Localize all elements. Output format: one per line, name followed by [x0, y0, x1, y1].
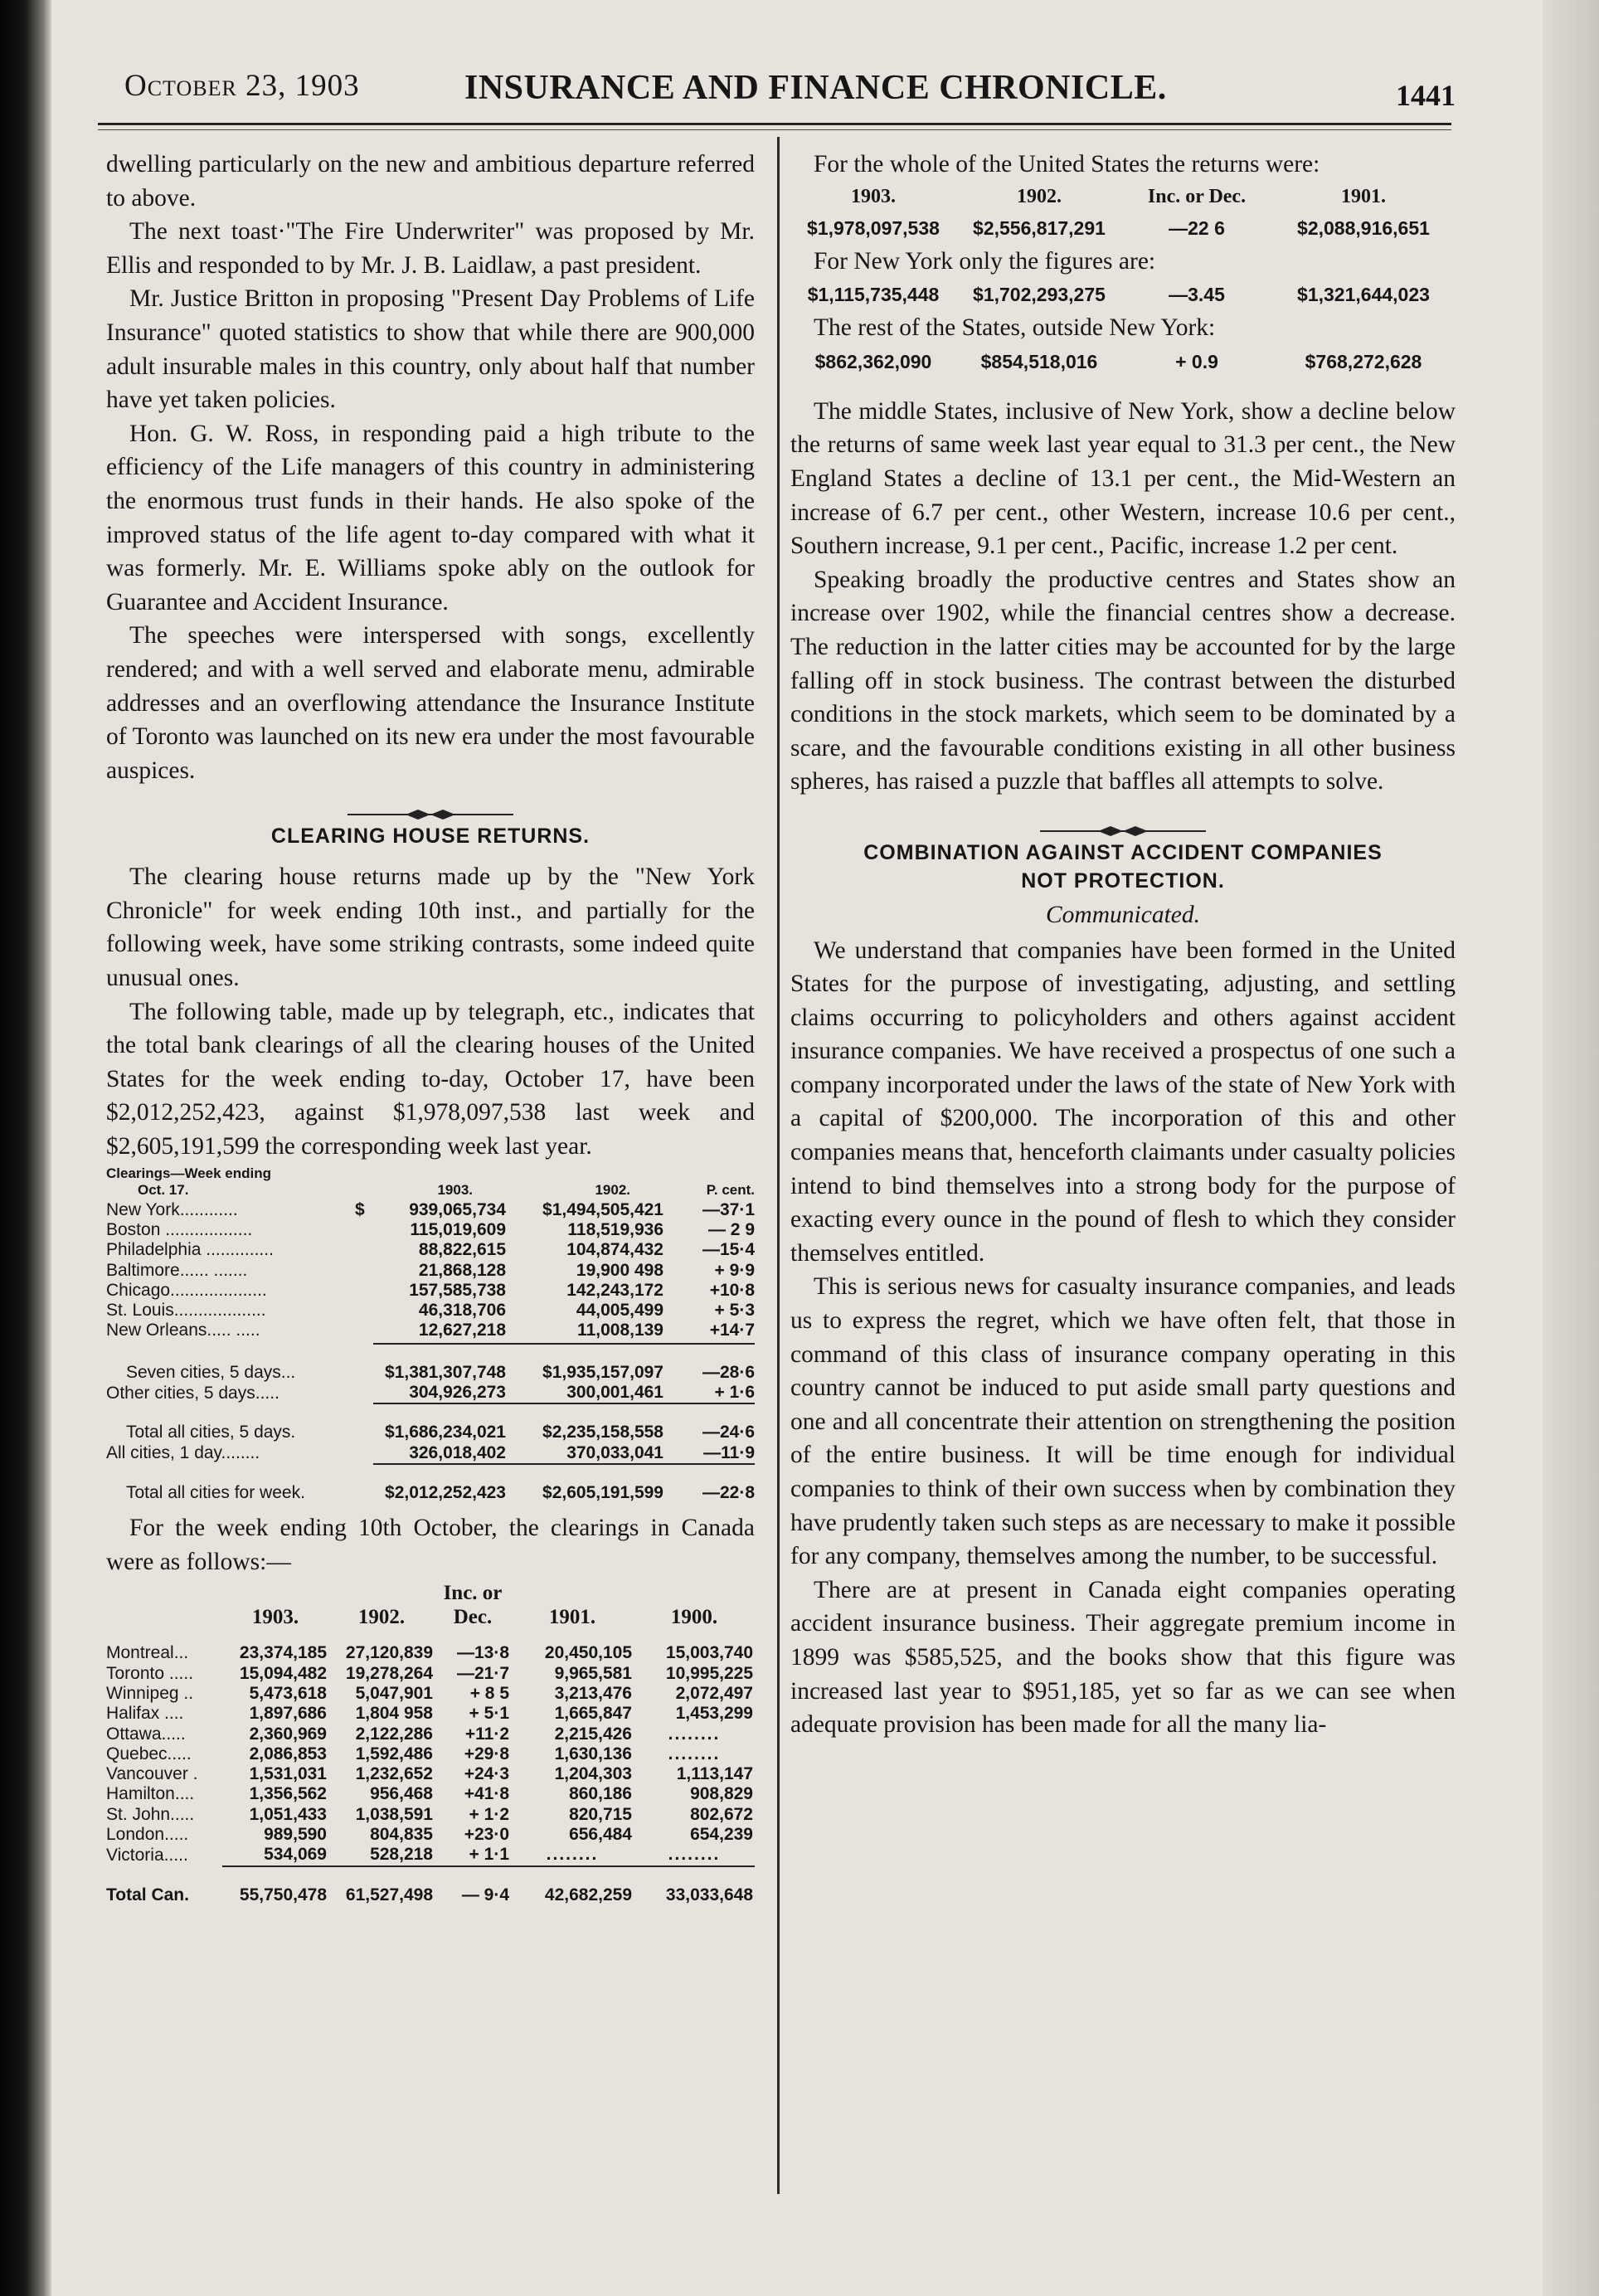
- right-column: [790, 148, 1456, 1742]
- table-row: [106, 1240, 755, 1260]
- cell-1903: 12,627,218: [418, 1321, 506, 1340]
- publication-title: INSURANCE AND FINANCE CHRONICLE.: [464, 69, 1167, 107]
- row-label: Chicago....................: [106, 1280, 267, 1300]
- cell-1902: 370,033,041: [566, 1442, 663, 1462]
- row-label: St. Louis...................: [106, 1301, 266, 1321]
- cell-1903: 304,926,273: [409, 1383, 506, 1402]
- row-label: Total all cities for week.: [126, 1482, 305, 1502]
- currency-sign: [355, 1301, 373, 1321]
- cell-1902: 804,835: [370, 1825, 433, 1845]
- us-clearings-table: [106, 1165, 755, 1199]
- paragraph: This is serious news for casualty insurance companies, and leads us to express the regret, which we have often felt, that those in command of this class of insurance company operating in this country cannot be induced to put aside small party questions and one and all concentrate their attention on strengthening the position of the entire business. It will be time enough for individual companies to think of their own success when by combination they have prudently taken such steps as are necessary to make it possible for any company, themselves among the number, to be successful.: [790, 1273, 1456, 1570]
- byline: Communicated.: [1046, 901, 1200, 928]
- column-header: Dec.: [453, 1606, 493, 1629]
- cell-change: + 0.9: [1175, 350, 1218, 372]
- row-label: Victoria.....: [106, 1845, 188, 1865]
- header-rule: [98, 123, 1451, 125]
- row-label: New Orleans..... .....: [106, 1321, 260, 1340]
- cell-1901: $2,088,916,651: [1297, 216, 1430, 239]
- cell-1903: 46,318,706: [418, 1301, 506, 1321]
- row-label: Seven cities, 5 days...: [126, 1362, 296, 1382]
- column-header: 1903.: [251, 1606, 299, 1629]
- table-row: [106, 1784, 755, 1804]
- column-header: P. cent.: [706, 1181, 755, 1198]
- table-row: [106, 1704, 755, 1724]
- row-label: Total Can.: [106, 1885, 189, 1904]
- cell-1900: 2,072,497: [675, 1683, 753, 1703]
- row-label: Other cities, 5 days.....: [106, 1383, 279, 1403]
- cell-1902: 1,592,486: [355, 1744, 433, 1763]
- column-header: 1903.: [851, 185, 896, 207]
- paragraph: We understand that companies have been formed in the United States for the purpose of investigating, adjusting, and settling claims occurring to policyholders and others against accident insurance companies. We have received a prospectus of one such a company incorporated under the laws of the state of New York with a capital of $200,000. The incorporation of this and other companies means that, henceforth claimants under casualty policies intend to bind themselves into a strong body for the purpose of exacting every ounce in the pound of flesh to which they consider themselves entitled.: [790, 936, 1456, 1267]
- row-label: Boston ..................: [106, 1219, 253, 1239]
- canada-clearings-table: [106, 1582, 755, 1905]
- paragraph: For the whole of the United States the returns were:: [814, 151, 1320, 178]
- cell-1902: 118,519,936: [567, 1219, 663, 1239]
- table-row: [106, 1443, 755, 1464]
- table-row: [106, 1825, 755, 1845]
- row-label: All cities, 1 day........: [106, 1443, 260, 1463]
- cell-1900: 802,672: [690, 1804, 753, 1824]
- cell-change: —21·7: [456, 1663, 509, 1683]
- cell-change: +11·2: [464, 1724, 509, 1744]
- row-label: Vancouver .: [106, 1764, 198, 1784]
- column-header: 1900.: [670, 1606, 718, 1629]
- cell-1902: 528,218: [370, 1845, 433, 1865]
- paragraph: dwelling particularly on the new and ambitious departure referred to above.: [106, 151, 755, 212]
- row-label: Total all cities, 5 days.: [126, 1423, 296, 1442]
- cell-1900: ........: [668, 1724, 721, 1744]
- cell-1901: ........: [546, 1845, 599, 1865]
- table-row: [106, 1363, 755, 1383]
- cell-1903: 115,019,609: [410, 1219, 506, 1239]
- paragraph: The speeches were interspersed with songs, excellently rendered; and with a well served and elaborate menu, admirable addresses and an overflowing attendance the Insurance Institute of Toronto was launched on its new era under the most favourable auspices.: [106, 622, 755, 784]
- row-label: Winnipeg ..: [106, 1683, 194, 1703]
- cell-1903: 2,360,969: [249, 1724, 327, 1744]
- cell-1903: 1,897,686: [249, 1704, 327, 1724]
- cell-1900: 1,113,147: [676, 1764, 753, 1784]
- cell-1903: 88,822,615: [418, 1240, 506, 1260]
- cell-1903: 534,069: [264, 1845, 327, 1865]
- cell-change: +24·3: [464, 1764, 509, 1784]
- cell-pct: + 1·6: [714, 1383, 755, 1402]
- table-row: [106, 1805, 755, 1825]
- cell-1902: $2,235,158,558: [542, 1423, 663, 1442]
- cell-1900: 908,829: [690, 1784, 753, 1804]
- row-label: St. John.....: [106, 1804, 195, 1824]
- cell-1902: $1,935,157,097: [542, 1362, 663, 1382]
- cell-1902: $1,702,293,275: [973, 284, 1106, 306]
- currency-sign: [355, 1281, 373, 1301]
- cell-1902: 44,005,499: [576, 1301, 663, 1321]
- table-row: [106, 1261, 755, 1281]
- us-clearings-totals: [106, 1343, 755, 1503]
- cell-change: + 5·1: [469, 1704, 509, 1724]
- cell-1902: 300,001,461: [566, 1383, 663, 1402]
- cell-1901: 1,204,303: [554, 1764, 632, 1784]
- cell-1903: 55,750,478: [239, 1885, 327, 1904]
- paragraph: Hon. G. W. Ross, in responding paid a high tribute to the efficiency of the Life managers of this country in administering the enormous trust funds in their hands. He also spoke of the improved status of the life agent to-day compared with what it was formerly. Mr. E. Williams spoke ably on the outlook for Guarantee and Accident Insurance.: [106, 420, 755, 615]
- column-divider: [777, 137, 780, 2194]
- cell-1901: 20,450,105: [544, 1643, 632, 1663]
- cell-1903: 21,868,128: [418, 1260, 506, 1280]
- cell-change: + 1·2: [469, 1804, 509, 1824]
- cell-1900: 15,003,740: [665, 1643, 753, 1663]
- cell-1903: 1,356,562: [249, 1784, 327, 1804]
- page-number: 1441: [1396, 79, 1456, 112]
- cell-1902: 1,038,591: [355, 1804, 433, 1824]
- cell-pct: —28·6: [702, 1362, 755, 1382]
- cell-1902: 104,874,432: [566, 1240, 663, 1260]
- us-returns-row: [790, 212, 1456, 245]
- cell-1901: 42,682,259: [544, 1885, 632, 1904]
- table-row: [106, 1845, 755, 1866]
- currency-sign: $: [355, 1199, 365, 1219]
- cell-1903: $1,686,234,021: [385, 1423, 506, 1442]
- table-head-label: Clearings—Week ending: [106, 1165, 272, 1181]
- section-title-clearing-house: CLEARING HOUSE RETURNS.: [270, 825, 591, 849]
- cell-1902: $854,518,016: [980, 350, 1098, 372]
- ornament-divider-icon: [1040, 823, 1206, 839]
- table-row: [106, 1301, 755, 1321]
- table-row-total: [106, 1885, 755, 1905]
- cell-1902: $1,494,505,421: [542, 1199, 663, 1219]
- cell-1902: 956,468: [370, 1784, 433, 1804]
- section-ornament: [790, 815, 1456, 835]
- table-row: [106, 1423, 755, 1442]
- cell-1902: 1,804 958: [355, 1704, 433, 1724]
- cell-1901: 9,965,581: [554, 1663, 632, 1683]
- cell-1902: 19,278,264: [345, 1663, 433, 1683]
- section-title-line: NOT PROTECTION.: [1021, 868, 1225, 893]
- cell-change: +41·8: [464, 1784, 509, 1804]
- column-header: Inc. or Dec.: [1147, 185, 1247, 207]
- table-row: [106, 1220, 755, 1240]
- cell-1903: 1,051,433: [249, 1804, 327, 1824]
- cell-1901: 1,630,136: [554, 1744, 632, 1763]
- row-label: Hamilton....: [106, 1784, 195, 1804]
- cell-1901: 656,484: [569, 1825, 632, 1845]
- paragraph: For New York only the figures are:: [814, 247, 1156, 275]
- cell-1902: 19,900 498: [576, 1260, 663, 1280]
- cell-pct: —11·9: [703, 1442, 755, 1462]
- cell-pct: —15·4: [702, 1240, 755, 1260]
- cell-change: +23·0: [464, 1825, 509, 1845]
- currency-sign: [355, 1321, 373, 1340]
- table-row: [106, 1321, 755, 1340]
- paragraph: Mr. Justice Britton in proposing "Present Day Problems of Life Insurance" quoted statistics to show that while there are 900,000 adult insurable males in this country, only about half that number have yet taken policies.: [106, 285, 755, 414]
- rest-of-states-row: [790, 345, 1456, 378]
- paragraph: The rest of the States, outside New York:: [814, 314, 1216, 342]
- column-header: 1903.: [437, 1181, 473, 1198]
- cell-change: + 8 5: [469, 1683, 509, 1703]
- cell-1901: 860,186: [569, 1784, 632, 1804]
- cell-change: — 9·4: [461, 1885, 509, 1904]
- table-row: [106, 1383, 755, 1403]
- cell-1903: $862,362,090: [814, 350, 932, 372]
- cell-1902: 27,120,839: [345, 1643, 433, 1663]
- cell-1903: 157,585,738: [409, 1280, 506, 1300]
- row-label: New York............: [106, 1199, 238, 1219]
- cell-1903: $1,978,097,538: [807, 216, 940, 239]
- cell-pct: — 2 9: [707, 1219, 755, 1239]
- cell-1902: $2,605,191,599: [542, 1482, 663, 1502]
- cell-1902: 5,047,901: [355, 1683, 433, 1703]
- cell-1903: $1,381,307,748: [385, 1362, 506, 1382]
- table-row: [106, 1764, 755, 1784]
- currency-sign: [355, 1261, 373, 1281]
- cell-pct: + 9·9: [714, 1260, 755, 1280]
- cell-1901: 2,215,426: [554, 1724, 632, 1744]
- row-label: London.....: [106, 1825, 189, 1845]
- paragraph: For the week ending 10th October, the clearings in Canada were as follows:—: [106, 1515, 755, 1575]
- column-header: 1901.: [1341, 185, 1386, 207]
- cell-1900: ........: [668, 1845, 721, 1865]
- column-header: 1902.: [357, 1606, 406, 1629]
- cell-1903: 23,374,185: [239, 1643, 327, 1663]
- cell-1901: 1,665,847: [554, 1704, 632, 1724]
- cell-pct: + 5·3: [714, 1301, 755, 1321]
- paragraph: There are at present in Canada eight companies operating accident insurance business. Their aggregate premium income in 1899 was $585,525, and the books show that this figure was increased last year to $951,185, yet so far as we can see when adequate provision has been made for all the many lia-: [790, 1576, 1456, 1739]
- table-row: [106, 1643, 755, 1663]
- currency-sign: [355, 1240, 373, 1260]
- column-header: 1902.: [1017, 185, 1062, 207]
- cell-change: + 1·1: [469, 1845, 509, 1865]
- table-row: [106, 1664, 755, 1684]
- header-rule-thin: [98, 129, 1451, 130]
- book-spine-shadow: [0, 0, 51, 2296]
- cell-1902: 11,008,139: [577, 1321, 663, 1340]
- cell-1900: 654,239: [690, 1825, 753, 1845]
- cell-pct: +14·7: [709, 1321, 755, 1340]
- cell-pct: +10·8: [709, 1280, 755, 1300]
- cell-1901: 3,213,476: [554, 1683, 632, 1703]
- cell-1903: $2,012,252,423: [385, 1482, 506, 1502]
- row-label: Halifax ....: [106, 1704, 184, 1724]
- cell-1902: 2,122,286: [355, 1724, 433, 1744]
- cell-pct: —37·1: [702, 1199, 755, 1219]
- table-row: [106, 1724, 755, 1744]
- row-label: Toronto .....: [106, 1663, 194, 1683]
- row-label: Montreal...: [106, 1643, 189, 1663]
- column-header: 1902.: [595, 1181, 630, 1198]
- cell-1901: $768,272,628: [1305, 350, 1422, 372]
- canada-rows: [106, 1643, 755, 1866]
- table-row: [106, 1684, 755, 1704]
- cell-1900: 1,453,299: [675, 1704, 753, 1724]
- paragraph: The clearing house returns made up by the "New York Chronicle" for week ending 10th inst., and partially for the following week, have some striking contrasts, some indeed quite unusual ones.: [106, 863, 755, 992]
- column-header: 1901.: [548, 1606, 596, 1629]
- cell-1903: 989,590: [264, 1825, 327, 1845]
- table-row: [106, 1281, 755, 1301]
- cell-1902: 1,232,652: [355, 1764, 433, 1784]
- us-clearings-rows: [106, 1200, 755, 1341]
- cell-1902: 61,527,498: [345, 1885, 433, 1904]
- cell-1902: $2,556,817,291: [973, 216, 1106, 239]
- cell-1903: 5,473,618: [249, 1683, 327, 1703]
- row-label: Philadelphia ..............: [106, 1240, 274, 1260]
- paragraph: The next toast·"The Fire Underwriter" was proposed by Mr. Ellis and responded to by Mr. J. B. Laidlaw, a past president.: [106, 218, 755, 279]
- table-row: [106, 1483, 755, 1503]
- paragraph: Speaking broadly the productive centres and States show an increase over 1902, while the financial centres show a decrease. The reduction in the latter cities may be accounted for by the large falling off in stock business. The contrast between the disturbed conditions in the stock markets, which seem to be dominated by a scare, and the favourable conditions existing in all other business spheres, has raised a puzzle that baffles all attempts to solve.: [790, 566, 1456, 795]
- row-label: Baltimore...... .......: [106, 1260, 248, 1280]
- paragraph: The following table, made up by telegraph, etc., indicates that the total bank clearings of all the clearing houses of the United States for the week ending to-day, October 17, have been $2,012,252,423, against $1,978,097,538 last week and $2,605,191,599 the corresponding week last year.: [106, 998, 755, 1160]
- new-york-row: [790, 278, 1456, 311]
- cell-1903: 15,094,482: [239, 1663, 327, 1683]
- section-title-combination: [790, 839, 1456, 895]
- row-label: Ottawa.....: [106, 1724, 186, 1744]
- currency-sign: [355, 1220, 373, 1240]
- cell-1903: $1,115,735,448: [807, 284, 940, 306]
- issue-date: October 23, 1903: [124, 69, 360, 103]
- table-head-label: Oct. 17.: [138, 1181, 189, 1198]
- cell-pct: —24·6: [702, 1423, 755, 1442]
- cell-1903: 1,531,031: [249, 1764, 327, 1784]
- ornament-divider-icon: [348, 806, 513, 823]
- cell-1902: 142,243,172: [566, 1280, 663, 1300]
- section-ornament: [106, 799, 755, 819]
- cell-change: —22 6: [1169, 216, 1225, 239]
- table-row: [106, 1744, 755, 1764]
- row-label: Quebec.....: [106, 1744, 192, 1763]
- cell-change: —13·8: [456, 1643, 509, 1663]
- page-edge: [1543, 0, 1599, 2296]
- cell-1903: 2,086,853: [249, 1744, 327, 1763]
- cell-1903: 939,065,734: [409, 1199, 506, 1219]
- cell-1900: ........: [668, 1744, 721, 1763]
- column-header: Inc. or: [443, 1582, 503, 1605]
- us-returns-header: [790, 182, 1456, 212]
- cell-1901: $1,321,644,023: [1297, 284, 1430, 306]
- paragraph: The middle States, inclusive of New York, show a decline below the returns of same week last year equal to 31.3 per cent., the New England States a decline of 13.1 per cent., the Mid-Western an increase of 6.7 per cent., other Western, increase 10.6 per cent., Southern increase, 9.1 per cent., Pacific, increase 1.2 per cent.: [790, 397, 1456, 560]
- table-row: [106, 1200, 755, 1220]
- cell-pct: —22·8: [702, 1482, 755, 1502]
- left-column: [106, 148, 755, 1905]
- cell-1901: 820,715: [569, 1804, 632, 1824]
- cell-1900: 10,995,225: [665, 1663, 753, 1683]
- section-title-line: COMBINATION AGAINST ACCIDENT COMPANIES: [863, 840, 1383, 864]
- cell-1903: 326,018,402: [409, 1442, 506, 1462]
- cell-change: —3.45: [1169, 284, 1225, 306]
- cell-1900: 33,033,648: [665, 1885, 753, 1904]
- cell-change: +29·8: [464, 1744, 509, 1763]
